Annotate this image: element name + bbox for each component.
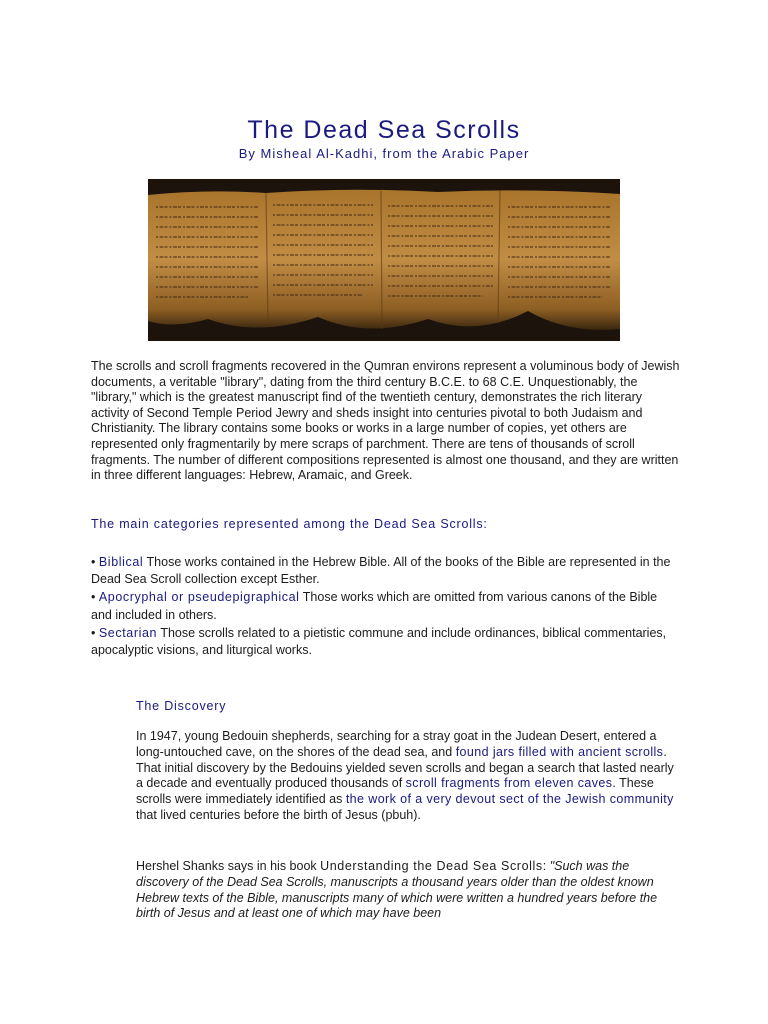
bullet-icon: • [91,625,96,640]
categories-list [91,554,681,660]
category-term: Sectarian [98,625,158,640]
list-item [91,554,681,588]
highlight-link[interactable]: the work of a very devout sect of the Jewish community [345,792,674,807]
list-item [91,625,681,659]
bullet-icon: • [91,555,96,569]
bullet-icon: • [91,590,96,605]
text-run: Hershel Shanks says in his book [136,859,321,873]
category-description: Those works which are omitted from various canons of the Bible and included in others. [91,590,658,622]
book-title: Understanding the Dead Sea Scrolls [320,859,543,873]
text-run: . That initial discovery by the Bedouins yielded seven scrolls and began a search that lasted nearly a decade and eventually produced thousands of [136,744,674,791]
discovery-paragraph [136,729,676,824]
list-item [91,589,681,623]
category-description: Those scrolls related to a pietistic commune and include ordinances, biblical commentaries, apocalyptic visions, and liturgical works. [91,625,667,658]
byline: By Misheal Al-Kadhi, from the Arabic Paper [238,146,530,161]
highlight-link[interactable]: scroll fragments from eleven caves [405,776,613,791]
category-description: Those works contained in the Hebrew Bible. All of the books of the Bible are represented in the Dead Sea Scroll collection except Esther. [91,555,671,587]
discovery-heading: The Discovery [136,699,227,713]
categories-heading: The main categories represented among the Dead Sea Scrolls: [91,517,488,531]
dead-sea-scroll-photo [148,179,620,341]
quotation: "Such was the discovery of the Dead Sea Scrolls, manuscripts a thousand years older than the oldest known Hebrew texts of the Bible, manuscripts many of which were written a hundred years before the birth of Jesus and at least one of which may have been [136,859,658,921]
page-title: The Dead Sea Scrolls [247,116,521,144]
category-term: Apocryphal or pseudepigraphical [98,590,300,605]
intro-paragraph: The scrolls and scroll fragments recovered in the Qumran environs represent a voluminous body of Jewish documents, a veritable "library", dating from the third century B.C.E. to 68 C.E. Unquestionably, the "library," which is the greatest manuscript find of the twentieth century, demonstrates the rich literary activity of Second Temple Period Jewry and sheds insight into centuries pivotal to both Judaism and Christianity. The library contains some books or works in a large number of copies, yet others are represented only fragmentarily by mere scraps of parchment. There are tens of thousands of scroll fragments. The number of different compositions represented is almost one thousand, and they are written in three different languages: Hebrew, Aramaic, and Greek. [91,359,680,483]
text-run: In 1947, young Bedouin shepherds, searching for a stray goat in the Judean Desert, entered a long-untouched cave, on the shores of the dead sea, and [136,729,657,759]
text-run: that lived centuries before the birth of Jesus (pbuh). [136,807,421,822]
category-term: Biblical [98,555,144,569]
quote-paragraph [136,859,676,922]
highlight-link[interactable]: found jars filled with ancient scrolls [455,744,664,759]
text-run: : [542,859,550,873]
text-run: . These scrolls were immediately identified as [136,776,654,807]
